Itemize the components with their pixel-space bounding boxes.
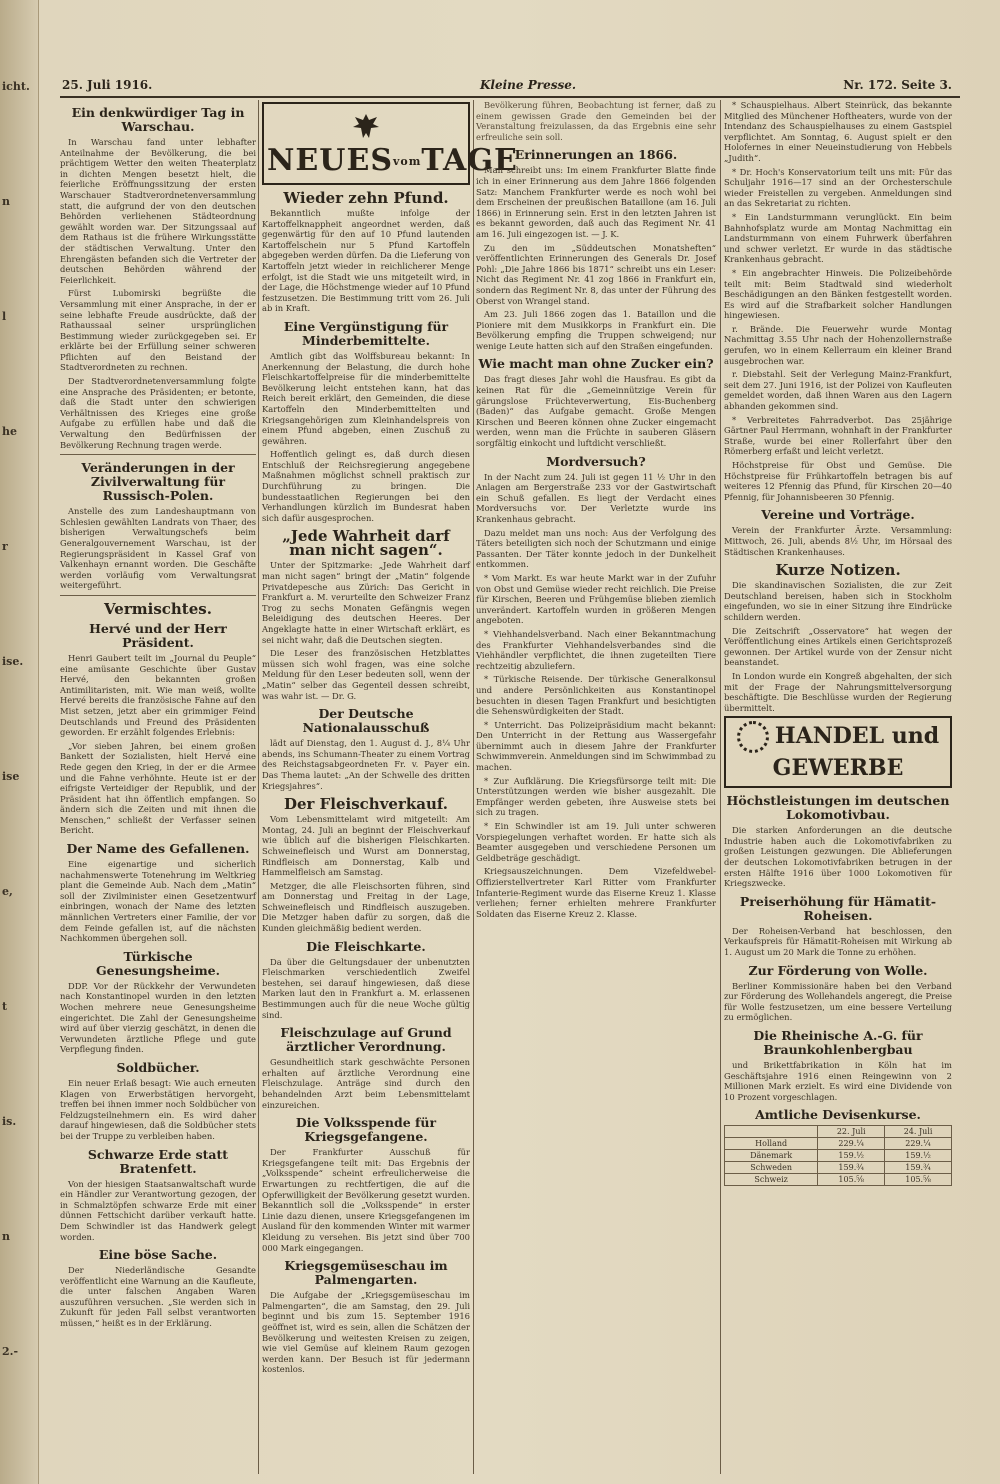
column-4 [724,100,952,1474]
article-text: Metzger, die alle Fleischsorten führen, sind am Donnerstag und Freitag in der Lage, Schweinefleisch und Rindfleisch auszugeben. Die Metzger haben dafür zu sorgen, daß die Kunden gleichmäßig bedient werden. [262,880,470,934]
article-text: Die starken Anforderungen an die deutsche Industrie haben auch die Lokomotivfabriken zu großen Leistungen gezwungen. Die Ablieferungen der deutschen Lokomotivfabriken betrugen in der ersten Hälfte 1916 über 1000 Lokomotiven für Kriegszwecke. [724,825,952,889]
fold-fragment: icht. [2,80,30,93]
article-text: Hoffentlich gelingt es, daß durch diesen Entschluß der Reichsregierung angegebene Maßnahmen möglichst schnell praktisch zur Durchführung zu bringen. Die bundesstaatlichen Regierungen bei den Verhandlungen kürzlich im Bundesrat haben sich dafür ausgesprochen. [262,449,470,523]
article-text: Die Aufgabe der „Kriegsgemüseschau im Palmengarten“, die am Samstag, den 29. Juli beginnt und bis zum 15. September 1916 geöffnet ist, wird es sein, allen die Schätzen der Bevölkerung und weitesten Kreisen zu zeigen, wie viel Gemüse auf kleinem Raum gezogen werden kann. Der Besuch ist für jedermann kostenlos. [262,1290,470,1375]
table-cell: Schweiz [725,1174,818,1186]
exchange-rate-table [724,1125,952,1186]
table-cell: 159.½ [818,1150,885,1162]
article-text: In der Nacht zum 24. Juli ist gegen 11 ½ Uhr in den Anlagen am Bergerstraße 233 vor der Gastwirtschaft ein Schuß gefallen. Es liegt der Verdacht eines Mordversuchs vor. Der Verletzte wurde ins Krankenhaus gebracht. [476,471,716,524]
table-cell: 159.¾ [885,1162,952,1174]
article-text: * Ein angebrachter Hinweis. Die Polizeibehörde teilt mit: Beim Stadtwald sind wiederholt Beschädigungen an den Bänken festgestellt worden. Es wird auf die Strafbarkeit solcher Handlungen hingewiesen. [724,267,952,321]
article-text: Zu den im „Süddeutschen Monatsheften“ veröffentlichten Erinnerungen des Generals Dr. Josef Pohl: „Die Jahre 1866 bis 1871“ schreibt uns ein Leser: Nicht das Regiment Nr. 41 zog 1866 in Frankfurt ein, sondern das Regiment Nr. 8, das unter der Führung des Oberst von Wrangel stand. [476,242,716,306]
article-text: „Vor sieben Jahren, bei einem großen Bankett der Sozialisten, hielt Hervé eine Rede gegen den Krieg, in der er die Armee und die Fahne verhöhnte. Heute ist er der eifrigste Verteidiger der Republik, und der Präsident hat ihn öffentlich empfangen. So ändern sich die Zeiten und mit ihnen die Menschen,“ schließt der Verfasser seinen Bericht. [60,740,256,836]
headline: Mordversuch? [546,453,646,469]
table-cell: Dänemark [725,1150,818,1162]
article-text: * Unterricht. Das Polizeipräsidium macht bekannt: Den Unterricht in der Rettung aus Wassergefahr übernimmt auch in diesem Jahre der Frankfurter Schwimmverein. Anmeldungen sind im Schwimmbad zu machen. [476,719,716,773]
headline: Fleischzulage auf Grund ärztlicher Verordnung. [280,1025,452,1055]
handel-und-gewerbe-banner [724,716,952,788]
headline: Amtliche Devisenkurse. [755,1107,921,1123]
fold-fragment: r [2,540,8,553]
headline: Eine böse Sache. [98,1247,218,1263]
table-cell: 159.¾ [818,1162,885,1174]
table-row [725,1162,952,1174]
headline: Der Name des Gefallenen. [66,841,250,857]
article-text: Unter der Spitzmarke: „Jede Wahrheit darf man nicht sagen“ bringt der „Matin“ folgende Privatdepesche aus Zürich: Das Gericht in Frankfurt a. M. verurteilte den Schweizer Franz Trog zu sechs Monaten Gefängnis wegen Beleidigung des deutschen Heeres. Der Angeklagte hatte in einer Wirtschaft erklärt, es sei nicht wahr, daß die Deutschen siegten. [262,560,470,645]
article-text: Der Stadtverordnetenversammlung folgte eine Ansprache des Präsidenten; er betonte, daß die Stadt unter den schwierigen Verhältnissen des Krieges eine große Aufgabe zu erfüllen habe und daß die Verwaltung den Bedürfnissen der Bevölkerung Rechnung tragen werde. [60,376,256,450]
column-rule [720,100,721,1474]
divider [60,454,256,455]
article-text: Das fragt dieses Jahr wohl die Hausfrau. Es gibt da keinen Rat für die „Gemeinnützige Verein für gärungslose Früchteverwertung, Eis-Buchenberg (Baden)“ das Aufgabe gemacht. Große Mengen Kirschen und Beeren können ohne Zucker eingemacht werden, wenn man die Früchte in sauberen Gläsern sorgfältig einkocht und luftdicht verschließt. [476,374,716,449]
fold-fragment: t [2,1000,8,1013]
article-text: Vom Lebensmittelamt wird mitgeteilt: Am Montag, 24. Juli an beginnt der Fleischverkauf wie üblich auf die bisherigen Fleischkarten. Schweinefleisch und Wurst am Donnerstag, Rindfleisch am Donnerstag, Kalb und Hammelfleisch am Samstag. [262,814,470,878]
banner-word-neues: NEUES [267,143,393,178]
article-text: Der Roheisen-Verband hat beschlossen, den Verkaufspreis für Hämatit-Roheisen mit Wirkung ab 1. August um 20 Mark die Tonne zu erhöhen. [724,925,952,958]
fold-fragment: he [2,425,17,438]
article-text: Dazu meldet man uns noch: Aus der Verfolgung des Täters beteiligten sich noch der Schutzmann und einige Passanten. Der Täter konnte jedoch in der Dunkelheit entkommen. [476,527,716,570]
table-cell: 229.¼ [818,1138,885,1150]
banner-word-vom: vom [392,155,422,168]
table-cell: 159.½ [885,1150,952,1162]
headline: Eine Vergünstigung für Minderbemittelte. [283,318,449,348]
article-text: und Brikettfabrikation in Köln hat im Geschäftsjahre 1916 einen Reingewinn von 2 Millionen Mark erzielt. Es wird eine Dividende von 10 Prozent vorgeschlagen. [724,1060,952,1102]
article-text: Die Leser des französischen Hetzblattes müssen sich wohl fragen, was eine solche Meldung für den Leser bedeuten soll, wenn der „Matin“ selber das Gegenteil dessen schreibt, was wahr ist. — Dr. G. [262,648,470,701]
headline: Türkische Genesungsheime. [96,948,220,978]
section-heading: Vermischtes. [104,599,212,618]
newspaper-title: Kleine Presse. [480,78,577,92]
article-text: * Dr. Hoch's Konservatorium teilt uns mit: Für das Schuljahr 1916—17 sind an der Orchesterschule wieder Freistellen zu vergeben. Anmeldungen sind an das Sekretariat zu richten. [724,166,952,209]
article-text: Von der hiesigen Staatsanwaltschaft wurde ein Händler zur Verantwortung gezogen, der in Schmalztöpfen schwarze Erde mit einer dünnen Fettschicht darüber verkauft hatte. Dem Schwindler ist das Handwerk gelegt worden. [60,1178,256,1242]
gear-icon [737,721,769,753]
article-text: * Türkische Reisende. Der türkische Generalkonsul und andere Persönlichkeiten aus Konstantinopel besuchten in diesen Tagen Frankfurt und besichtigten die Sehenswürdigkeiten der Stadt. [476,674,716,717]
article-text: Die Zeitschrift „Osservatore“ hat wegen der Veröffentlichung eines Artikels einen Gerichtsprozeß gewonnen. Der Artikel wurde von der Zensur nicht beanstandet. [724,625,952,668]
table-header-cell: 24. Juli [885,1126,952,1138]
article-text: Anstelle des zum Landeshauptmann von Schlesien gewählten Landrats von Thaer, des bisherigen Verwaltungschefs beim Generalgouvernement Warschau, ist der Regierungspräsident in Kassel Graf von Valkenhayn ernannt worden. Die Geschäfte werden vorläufig vom Verwaltungsrat weitergeführt. [60,506,256,591]
article-text: * Viehhandelsverband. Nach einer Bekanntmachung des Frankfurter Viehhandelsverbandes sind die Viehhändler verpflichtet, die ihnen zugeteilten Tiere rechtzeitig abzuliefern. [476,628,716,671]
table-row [725,1174,952,1186]
table-cell: Holland [725,1138,818,1150]
headline: Ein denkwürdiger Tag in Warschau. [71,105,245,134]
article-text: * Vom Markt. Es war heute Markt war in der Zufuhr von Obst und Gemüse wieder recht reichlich. Die Preise für Kirschen, Beeren und Frühgemüse blieben ziemlich unverändert. Kartoffeln wurden in größeren Mengen angeboten. [476,572,716,626]
headline: Die Volksspende für Kriegsgefangene. [295,1115,437,1145]
article-text: * Ein Landsturmmann verunglückt. Ein beim Bahnhofsplatz wurde am Montag Nachmittag ein Landsturmmann von einem Fuhrwerk überfahren und schwer verletzt. Er wurde in das städtische Krankenhaus gebracht. [724,211,952,265]
article-text: Man schreibt uns: Im einem Frankfurter Blatte finde ich in einer Erinnerung aus dem Jahre 1866 folgenden Satz: Manchem Frankfurter werde es noch wohl bei dem Erscheinen der preußischen Bataillone (am 16. Juli 1866) in Erinnerung sein. Erst in den letzten Jahren ist es bekannt geworden, daß auch das Regiment Nr. 41 am 16. Juli eingezogen ist. — J. K. [476,165,716,239]
column-rule [473,100,474,1474]
table-row [725,1150,952,1162]
headline: Kriegsgemüseschau im Palmengarten. [284,1258,448,1288]
column-rule [258,100,259,1474]
article-text: Am 23. Juli 1866 zogen das 1. Bataillon und die Pioniere mit dem Musikkorps in Frankfurt ein. Die Bevölkerung empfing die Truppen schweigend; nur wenige Leute hatten sich auf den Straßen eingefunden. [476,309,716,351]
table-header-cell: 22. Juli [818,1126,885,1138]
headline: Veränderungen in der Zivilverwaltung für Russisch-Polen. [81,460,235,504]
headline: Der Deutsche Nationalausschuß [302,706,430,736]
table-header-row [725,1126,952,1138]
article-text: r. Diebstahl. Seit der Verlegung Mainz-Frankfurt, seit dem 27. Juni 1916, ist der Polizei von Kaufleuten gemeldet worden, daß ihnen Waren aus den Lagern abhanden gekommen sind. [724,369,952,412]
column-3 [476,100,716,1474]
fold-fragment: ise. [2,655,24,668]
table-cell: 229.¼ [885,1138,952,1150]
article-text: Fürst Lubomirski begrüßte die Versammlung mit einer Ansprache, in der er seine lebhafte Freude ausdrückte, daß der Rathaussaal seiner ursprünglichen Bestimmung wieder zurückgegeben sei. Er erklärte bei der Erfüllung seiner schweren Pflichten auf den Beistand der Stadtverordneten zu rechnen. [60,288,256,373]
eagle-icon [351,111,381,141]
table-row [725,1138,952,1150]
headline: Zur Förderung von Wolle. [748,962,928,978]
article-text: * Schauspielhaus. Albert Steinrück, das bekannte Mitglied des Münchener Hoftheaters, wurde von der Intendanz des Schauspielhauses zu einem Gastspiel verpflichtet. Am Sonntag, 6. August spielt er den Holofernes in einer Neueinstudierung von Hebbels „Judith“. [724,100,952,163]
issue-number: Nr. 172. Seite 3. [843,78,952,92]
table-cell: 105.⅝ [885,1174,952,1186]
neues-vom-tage-banner [262,102,518,185]
column-1 [60,100,256,1474]
section-heading: Kurze Notizen. [775,561,901,580]
headline: Hervé und der Herr Präsident. [89,620,227,650]
page-header [60,76,960,98]
article-text: Kriegsauszeichnungen. Dem Vizefeldwebel-Offizierstellvertreter Karl Ritter vom Frankfurter Infanterie-Regiment wurde das Eiserne Kreuz 1. Klasse verliehen; ferner erhielten mehrere Frankfurter Soldaten das Eiserne Kreuz 2. Klasse. [476,866,716,919]
headline: Der Fleischverkauf. [283,795,449,814]
article-text: Verein der Frankfurter Ärzte. Versammlung: Mittwoch, 26. Juli, abends 8½ Uhr, im Hörsaal des Städtischen Krankenhauses. [724,525,952,557]
issue-date: 25. Juli 1916. [62,78,153,92]
fold-fragment: ise [2,770,20,783]
table-cell: 105.⅝ [818,1174,885,1186]
article-text: Da über die Geltungsdauer der unbenutzten Fleischmarken verschiedentlich Zweifel bestehen, sei darauf hingewiesen, daß diese Marken laut den in Frankfurt a. M. erlassenen Bestimmungen auch für die neue Woche gültig sind. [262,956,470,1020]
article-text: Amtlich gibt das Wolffsbureau bekannt: In Anerkennung der Belastung, die durch hohe Fleischkartoffelpreise für die minderbemittelte Bevölkerung leicht entstehen kann, hat das Reich bereit erklärt, den Gemeinden, die diese Kartoffeln den Minderbemittelten und Kriegsangehörigen zum Kleinhandelspreis von einem Pfund abgeben, einen Zuschuß zu gewähren. [262,350,470,446]
fold-fragment: is. [2,1115,17,1128]
article-text: DDP. Vor der Rückkehr der Verwundeten nach Konstantinopel wurden in den letzten Wochen mehrere neue Genesungsheime eingerichtet. Die Zahl der Genesungsheime wird auf über vierzig geschätzt, in denen die Verwundeten ärztliche Pflege und gute Verpflegung finden. [60,980,256,1055]
fold-fragment: l [2,310,7,323]
article-text: In Warschau fand unter lebhafter Anteilnahme der Bevölkerung, die bei prächtigem Wetter den weiten Theaterplatz in dichten Mengen besetzt hielt, die feierliche Eröffnungssitzung der ersten Warschauer Stadtverordnetenversammlung statt, die aufgrund der von den deutschen Behörden verliehenen Städteordnung gewählt worden war. Der Sitzungssaal auf dem Rathaus ist die frühere Wirkungsstätte der städtischen Verwaltung. Unter den Ehrengästen befanden sich die Vertreter der deutschen Behörden während der Feierlichkeit. [60,137,256,285]
banner-text: HANDEL und GEWERBE [772,723,940,782]
article-text: Bevölkerung führen, Beobachtung ist ferner, daß zu einem gewissen Grade den Gemeinden bei der Veranstaltung freizulassen, da das Ergebnis eine sehr erfreuliche sein soll. [476,100,716,142]
article-text: r. Brände. Die Feuerwehr wurde Montag Nachmittag 3.55 Uhr nach der Hohenzollernstraße gerufen, wo in einem Kellerraum ein kleiner Brand ausgebrochen war. [724,323,952,366]
article-text: Bekanntlich mußte infolge der Kartoffelknappheit angeordnet werden, daß gegenwärtig für den auf 10 Pfund lautenden Kartoffelschein nur 5 Pfund Kartoffeln abgegeben werden dürfen. Da die Lieferung von Kartoffeln jetzt wieder in reichlicherer Menge erfolgt, ist die Stadt wie uns mitgeteilt wird, in der Lage, die Höchstmenge wieder auf 10 Pfund festzusetzen. Die Bestimmung tritt vom 26. Juli ab in Kraft. [262,208,470,314]
section-heading: Vereine und Vorträge. [761,507,915,523]
article-text: Eine eigenartige und sicherlich nachahmenswerte Totenehrung im Weltkrieg plant die Gemeinde Aub. Nach dem „Matin“ soll der Zivilminister einen Gesetzentwurf einbringen, wonach der Name des letzten männlichen Vertreters einer Familie, der vor dem Feinde gefallen ist, auf die nächsten Nachkommen übergehen soll. [60,859,256,944]
fold-fragment: n [2,1230,10,1243]
headline: Erinnerungen an 1866. [514,147,678,163]
article-text: Der Niederländische Gesandte veröffentlicht eine Warnung an die Kaufleute, die unter falschen Angaben Waren auszuführen versuchen. „Sie werden sich in Zukunft für jeden Fall selbst verantworten müssen,“ heißt es in der Erklärung. [60,1265,256,1329]
article-text: In London wurde ein Kongreß abgehalten, der sich mit der Frage der Nahrungsmittelversorgung beschäftigte. Die Beschlüsse wurden der Regierung übermittelt. [724,670,952,713]
headline: Die Fleischkarte. [306,938,426,954]
divider [60,595,256,596]
headline: Preiserhöhung für Hämatit-Roheisen. [739,893,937,923]
adjacent-page-fold [0,0,39,1484]
headline: Höchstleistungen im deutschen Lokomotivbau. [726,793,950,823]
headline: Die Rheinische A.-G. für Braunkohlenbergbau [753,1028,923,1057]
article-text: Gesundheitlich stark geschwächte Personen erhalten auf ärztliche Verordnung eine Fleischzulage. Anträge sind durch den behandelnden Arzt beim Lebensmittelamt einzureichen. [262,1057,470,1110]
article-text: * Ein Schwindler ist am 19. Juli unter schweren Vorspiegelungen verhaftet worden. Er hatte sich als Beamter ausgegeben und verschiedene Personen um Geldbeträge geschädigt. [476,821,716,863]
headline: Soldbücher. [116,1059,200,1075]
headline: Wieder zehn Pfund. [283,189,449,207]
article-text: Ein neuer Erlaß besagt: Wie auch erneuten Klagen von Erwerbstätigen hervorgeht, treffen bei ihnen immer noch Soldbücher von Feldzugsteilnehmern ein. Es wird daher darauf hingewiesen, daß die Soldbücher stets bei der Truppe zu verbleiben haben. [60,1077,256,1141]
table-cell: Schweden [725,1162,818,1174]
fold-fragment: e, [2,885,13,898]
article-text: Der Frankfurter Ausschuß für Kriegsgefangene teilt mit: Das Ergebnis der „Volksspende“ scheint erfreulicherweise die Erwartungen zu rechtfertigen, die auf die Opferwilligkeit der Bevölkerung gesetzt wurden. Bekanntlich soll die „Volksspende“ in erster Linie dazu dienen, unsere Kriegsgefangenen im Ausland für den kommenden Winter mit warmer Kleidung zu versehen. Bis jetzt sind über 700 000 Mark eingegangen. [262,1147,470,1253]
headline: Wie macht man ohne Zucker ein? [478,356,714,372]
fold-fragment: n [2,195,10,208]
table-header-cell [725,1126,818,1138]
article-text: Henri Gaubert teilt im „Journal du Peuple“ eine amüsante Geschichte über Gustav Hervé, den bekannten großen Antimilitaristen, mit. Wie man weiß, wollte Hervé bereits die französische Fahne auf den Mist setzen, jetzt aber ein grimmiger Feind Deutschlands und Freund des Präsidenten geworden. Er erzählt folgendes Erlebnis: [60,652,256,738]
headline: Schwarze Erde statt Bratenfett. [87,1146,229,1176]
article-text: lädt auf Dienstag, den 1. August d. J., 8¼ Uhr abends, ins Schumann-Theater zu einem Vortrag des Reichstagsabgeordneten Fr. v. Payer ein. Das Thema lautet: „An der Schwelle des dritten Kriegsjahres“. [262,738,470,791]
article-text: * Zur Aufklärung. Die Kriegsfürsorge teilt mit: Die Unterstützungen werden wie bisher ausgezahlt. Die Empfänger werden gebeten, ihre Ausweise stets bei sich zu tragen. [476,775,716,818]
article-text: Höchstpreise für Obst und Gemüse. Die Höchstpreise für Frühkartoffeln betragen bis auf weiteres 12 Pfennig das Pfund, für Kirschen 20—40 Pfennig, für Johannisbeeren 30 Pfennig. [724,460,952,502]
banner-word-tage: TAGE [421,143,518,178]
column-2 [262,100,518,1474]
article-text: * Verbreitetes Fahrradverbot. Das 25jährige Gärtner Paul Herrmann, wohnhaft in der Frankfurter Straße, wurde bei einer Rollerfahrt über den Römerberg erfaßt und leicht verletzt. [724,414,952,457]
headline: „Jede Wahrheit darf man nicht sagen“. [282,527,450,560]
article-text: Die skandinavischen Sozialisten, die zur Zeit Deutschland bereisen, haben sich in Stockholm eingefunden, wo sie in einer Sitzung ihre Eindrücke schildern werden. [724,580,952,622]
fold-fragment: 2.- [2,1345,19,1358]
article-text: Berliner Kommissionäre haben bei den Verband zur Förderung des Wollehandels angeregt, die Preise für Wolle festzusetzen, um eine bessere Verteilung zu ermöglichen. [724,980,952,1023]
